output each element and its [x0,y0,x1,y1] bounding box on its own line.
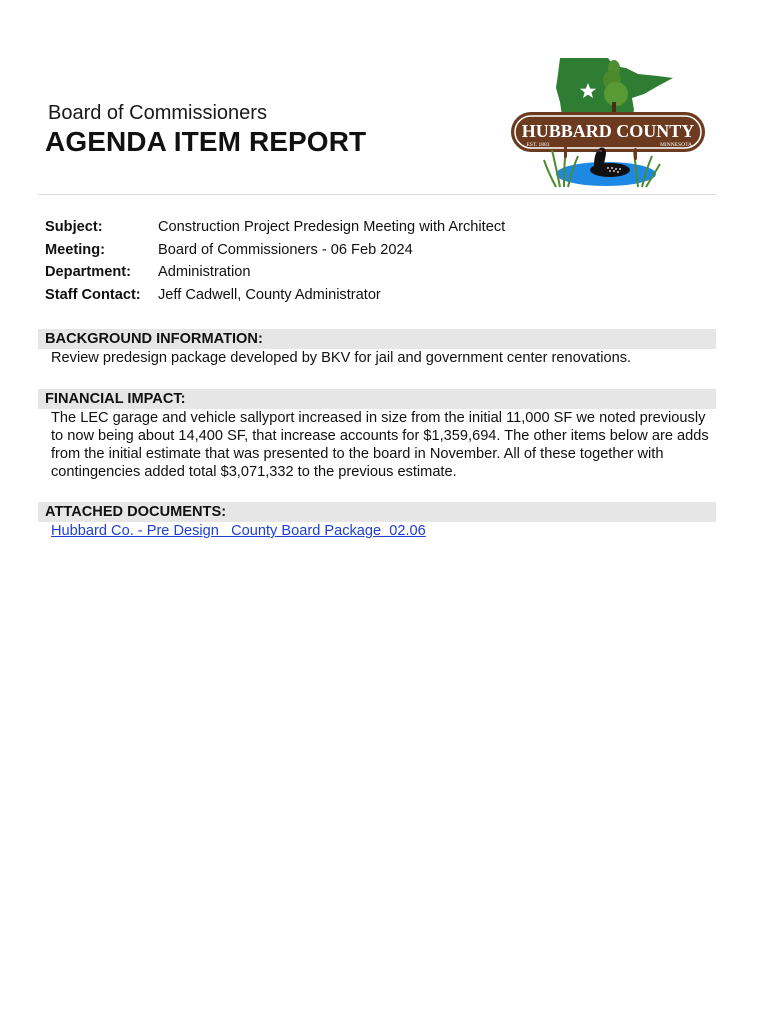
attachments-list [38,522,716,540]
background-section [38,329,716,367]
logo-name-text: HUBBARD COUNTY [521,121,695,141]
report-metadata [45,216,715,307]
attached-documents-section [38,502,716,540]
meta-label: Department: [45,264,131,281]
county-logo [508,52,708,190]
financial-impact-section [38,389,716,481]
meta-value: Jeff Cadwell, County Administrator [158,287,381,304]
header-divider [38,194,716,195]
meta-label: Subject: [45,219,103,235]
meta-value: Construction Project Predesign Meeting with Architect [158,219,506,235]
financial-impact-text: The LEC garage and vehicle sallyport increased in size from the initial 11,000 SF we noted previously to now being about 14,400 SF, that increase accounts for $1,359,694. The other items below are adds from the initial estimate that was presented to the board in November. All of these together with contingencies added total $3,071,332 to the previous estimate. [51,410,709,480]
logo-est-text: EST. 1883 [526,142,550,148]
section-heading: FINANCIAL IMPACT: [38,389,716,409]
meta-label: Meeting: [45,241,105,258]
meta-row-staff-contact [45,284,715,307]
board-name: Board of Commissioners [48,102,267,124]
section-heading: BACKGROUND INFORMATION: [38,329,716,349]
background-text: Review predesign package developed by BKV for jail and government center renovations. [51,350,632,366]
meta-label: Staff Contact: [45,287,141,304]
meta-row-subject [45,216,715,239]
county-logo-graphic [508,52,708,190]
logo-state-text: MINNESOTA [660,142,692,148]
section-heading: ATTACHED DOCUMENTS: [38,502,716,522]
meta-row-meeting [45,239,715,262]
page-title: AGENDA ITEM REPORT [45,126,367,157]
attached-document-link[interactable]: Hubbard Co. - Pre Design County Board Package 02.06 [51,523,426,539]
meta-value: Administration [158,264,251,281]
meta-row-department [45,261,715,284]
meta-value: Board of Commissioners - 06 Feb 2024 [158,241,413,258]
